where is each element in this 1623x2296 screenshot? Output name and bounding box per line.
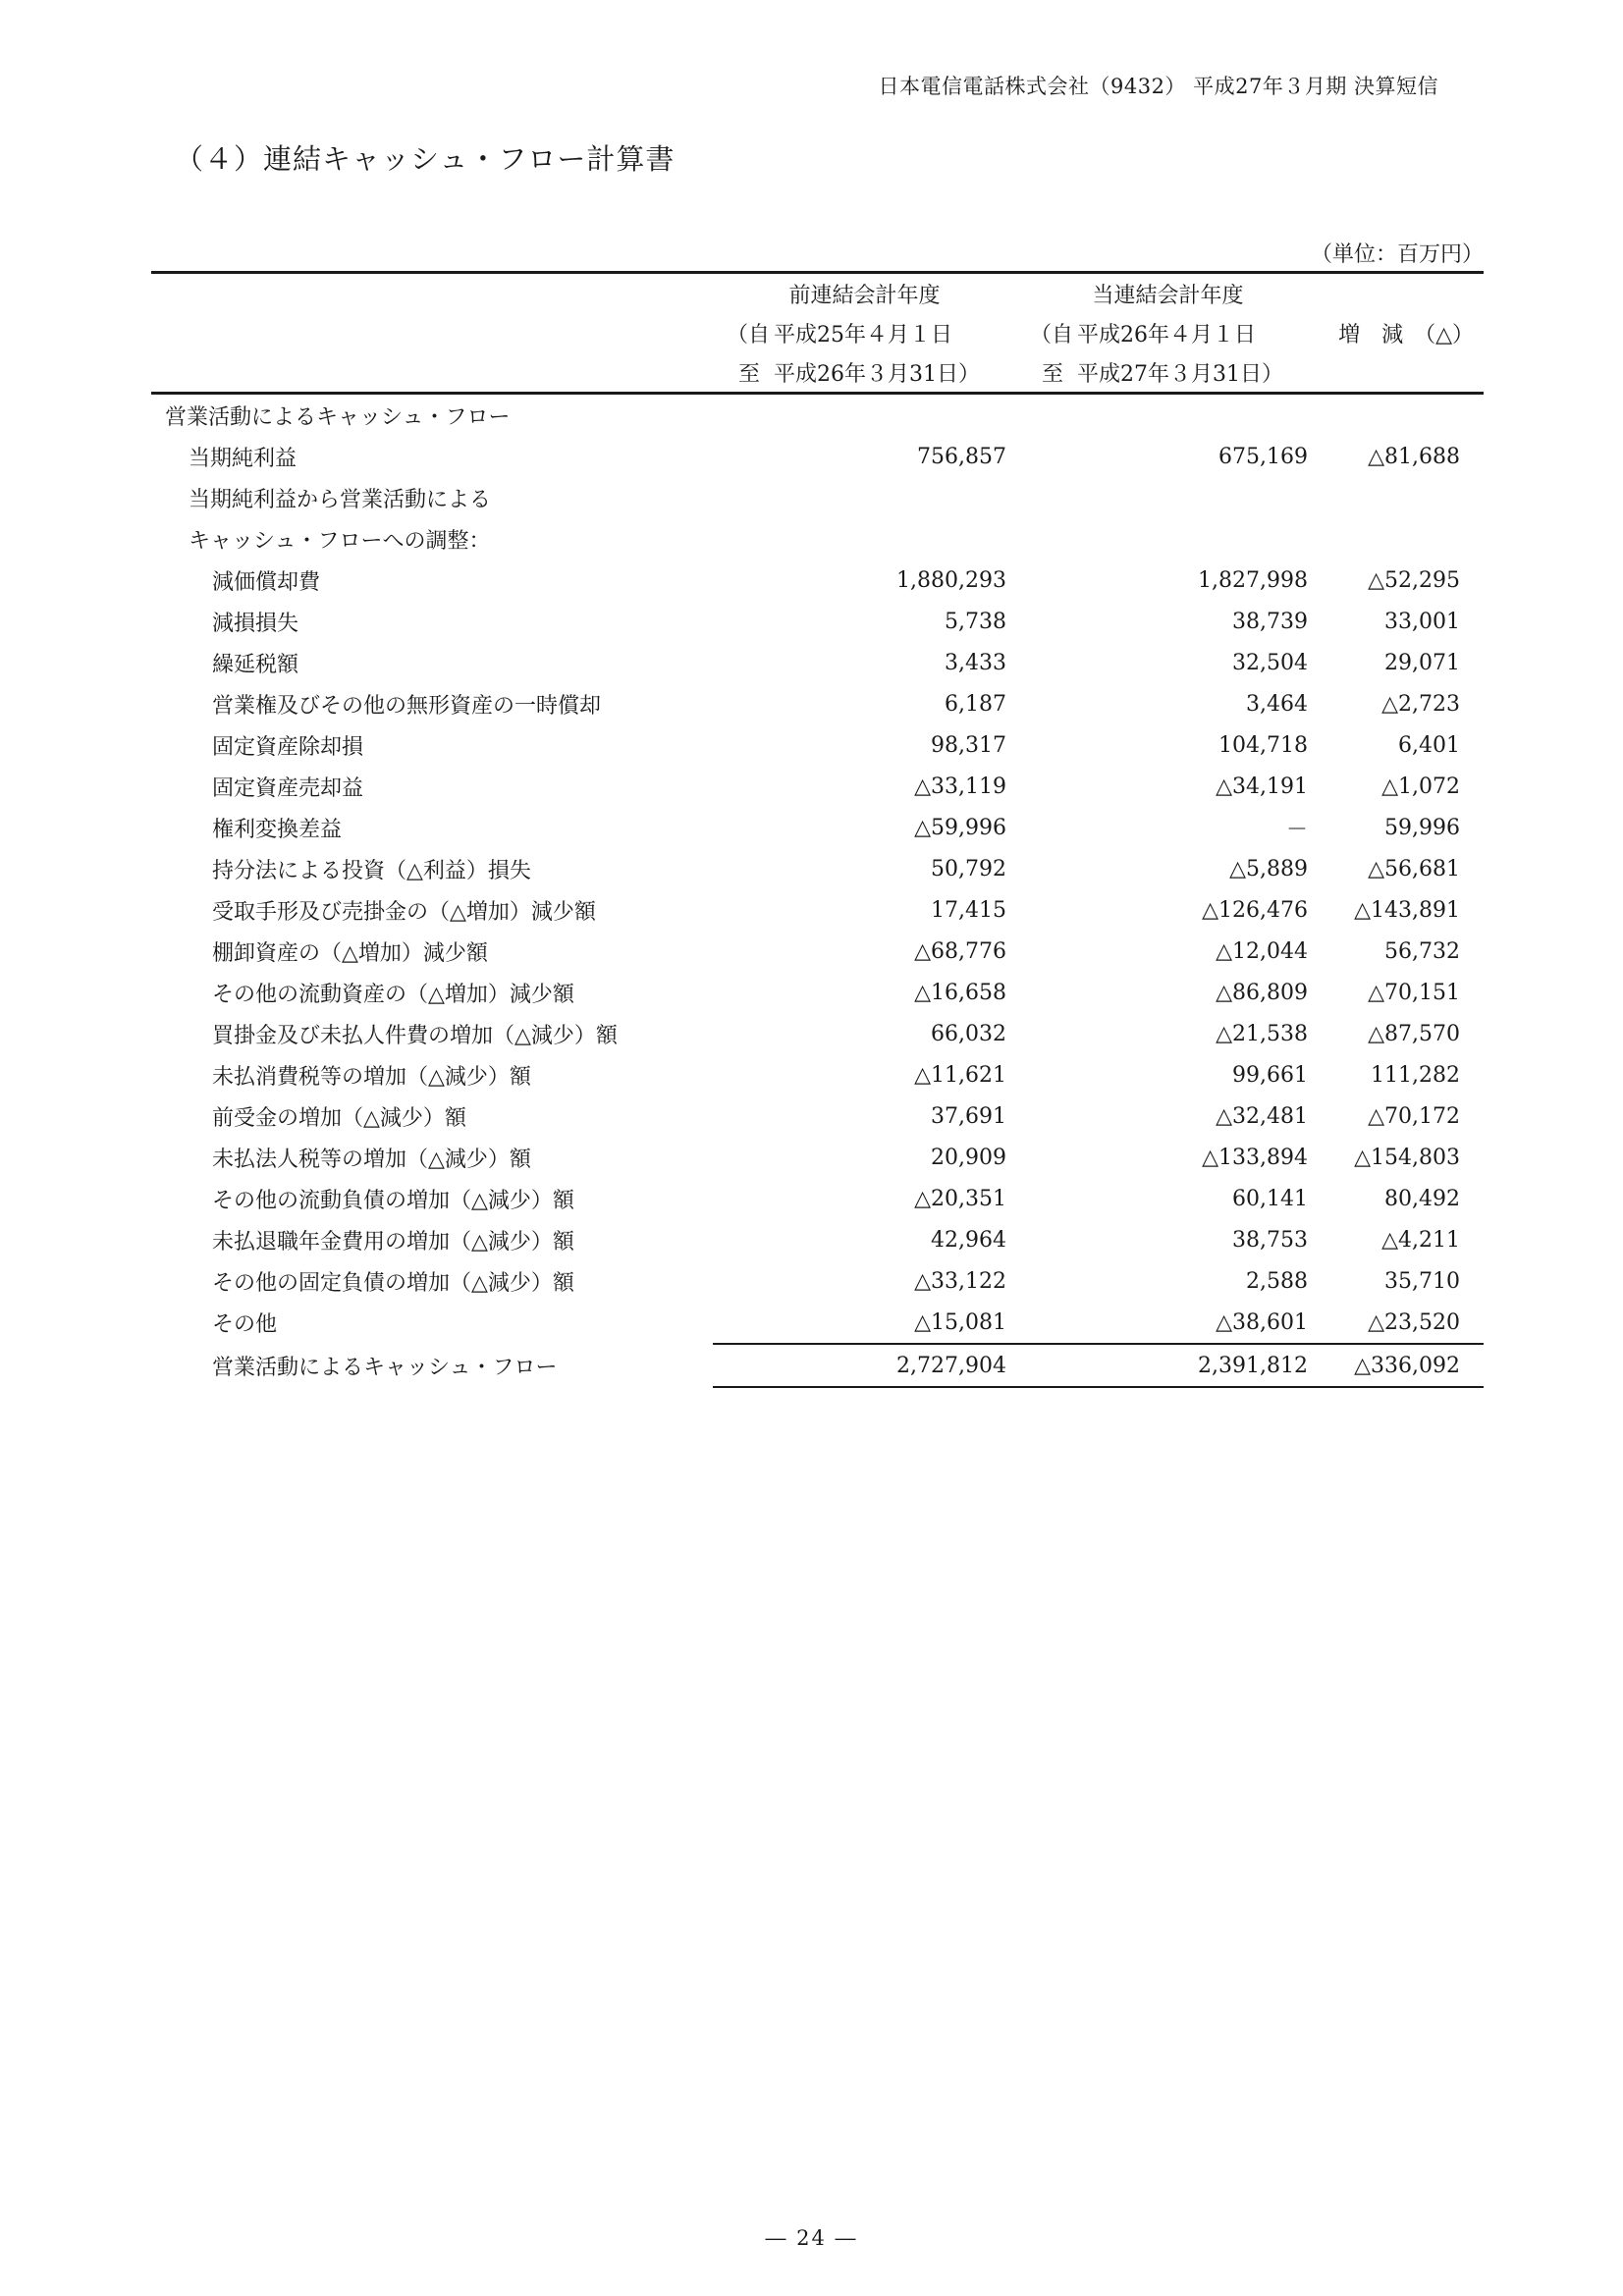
row-cur-value: 1,827,998 bbox=[1198, 567, 1308, 593]
row-label: 当期純利益 bbox=[189, 446, 298, 471]
row-diff-value: △143,891 bbox=[1354, 897, 1460, 923]
row-cur-value bbox=[1016, 518, 1320, 560]
row-prev-value: △11,621 bbox=[914, 1062, 1006, 1088]
diff-column-header: 増 減 （△） bbox=[1338, 322, 1474, 347]
row-diff-value: △2,723 bbox=[1381, 691, 1460, 717]
row-label: 繰延税額 bbox=[212, 652, 299, 677]
row-cur-value: △5,889 bbox=[1229, 856, 1308, 881]
row-cur-value: 3,464 bbox=[1246, 691, 1308, 717]
table-row bbox=[151, 1137, 1484, 1178]
row-prev-value: 1,880,293 bbox=[896, 567, 1006, 593]
row-label: その他の流動負債の増加（△減少）額 bbox=[212, 1188, 574, 1213]
total-label: 営業活動によるキャッシュ・フロー bbox=[212, 1355, 558, 1380]
row-prev-value: 50,792 bbox=[931, 856, 1006, 881]
table-row bbox=[151, 436, 1484, 477]
row-label: 受取手形及び売掛金の（△増加）減少額 bbox=[212, 899, 596, 925]
row-cur-value: △126,476 bbox=[1202, 897, 1308, 923]
table-row bbox=[151, 1054, 1484, 1095]
row-prev-value: 3,433 bbox=[945, 650, 1006, 675]
row-label: 営業活動によるキャッシュ・フロー bbox=[165, 404, 511, 430]
row-prev-value: △68,776 bbox=[914, 938, 1006, 964]
row-cur-value: 675,169 bbox=[1218, 444, 1308, 469]
row-label: 未払消費税等の増加（△減少）額 bbox=[212, 1064, 531, 1090]
row-label: 未払退職年金費用の増加（△減少）額 bbox=[212, 1229, 574, 1255]
table-row bbox=[151, 1219, 1484, 1260]
table-row bbox=[151, 1013, 1484, 1054]
row-label: 減損損失 bbox=[212, 611, 299, 636]
table-row bbox=[151, 972, 1484, 1013]
row-cur-value: △38,601 bbox=[1216, 1309, 1308, 1335]
row-diff-value: △70,151 bbox=[1368, 980, 1460, 1005]
row-diff-value: 6,401 bbox=[1398, 732, 1460, 758]
table-row bbox=[151, 1260, 1484, 1302]
header-diff-empty bbox=[1320, 352, 1484, 394]
table-body bbox=[151, 394, 1484, 1388]
row-diff-value: △81,688 bbox=[1368, 444, 1460, 469]
row-prev-value: 98,317 bbox=[931, 732, 1006, 758]
row-diff-value: △23,520 bbox=[1368, 1309, 1460, 1335]
row-prev-value: △33,122 bbox=[914, 1268, 1006, 1294]
prev-period-to bbox=[713, 352, 1016, 394]
page-number: ― 24 ― bbox=[765, 2226, 858, 2250]
row-diff-value: 29,071 bbox=[1384, 650, 1460, 675]
table-row bbox=[151, 477, 1484, 518]
row-prev-value: 20,909 bbox=[931, 1145, 1006, 1170]
row-prev-value: 6,187 bbox=[945, 691, 1006, 717]
row-prev-value: △33,119 bbox=[914, 774, 1006, 799]
row-prev-value: △20,351 bbox=[914, 1186, 1006, 1211]
row-cur-value: △12,044 bbox=[1216, 938, 1308, 964]
prev-from-date: 平成25年４月１日 bbox=[774, 322, 952, 347]
cash-flow-table-wrapper bbox=[151, 271, 1484, 1388]
row-cur-value: △21,538 bbox=[1216, 1021, 1308, 1046]
row-label: 前受金の増加（△減少）額 bbox=[212, 1105, 466, 1131]
row-cur-value: 38,753 bbox=[1232, 1227, 1308, 1253]
row-prev-value bbox=[713, 477, 1016, 518]
row-diff-value: 59,996 bbox=[1384, 815, 1460, 840]
row-label: 固定資産除却損 bbox=[212, 734, 364, 760]
total-diff-value: △336,092 bbox=[1320, 1344, 1484, 1387]
row-diff-value: △87,570 bbox=[1368, 1021, 1460, 1046]
table-row bbox=[151, 1095, 1484, 1137]
row-diff-value: △4,211 bbox=[1381, 1227, 1460, 1253]
row-cur-value: 60,141 bbox=[1232, 1186, 1308, 1211]
row-cur-value: － bbox=[1285, 817, 1308, 842]
row-prev-value bbox=[713, 394, 1016, 437]
row-cur-value: △34,191 bbox=[1216, 774, 1308, 799]
row-prev-value: 42,964 bbox=[931, 1227, 1006, 1253]
cur-from-prefix: （自 bbox=[1030, 322, 1074, 347]
prev-to-date: 平成26年３月31日） bbox=[774, 361, 980, 387]
row-label: 未払法人税等の増加（△減少）額 bbox=[212, 1147, 531, 1172]
prev-from-prefix: （自 bbox=[727, 322, 771, 347]
table-row bbox=[151, 766, 1484, 807]
row-prev-value: 17,415 bbox=[931, 897, 1006, 923]
row-label: 営業権及びその他の無形資産の一時償却 bbox=[212, 693, 602, 719]
row-prev-value bbox=[713, 518, 1016, 560]
table-header bbox=[151, 273, 1484, 394]
cur-period-from bbox=[1016, 313, 1320, 352]
row-prev-value: △16,658 bbox=[914, 980, 1006, 1005]
row-cur-value bbox=[1016, 394, 1320, 437]
table-row bbox=[151, 1302, 1484, 1344]
table-row bbox=[151, 807, 1484, 848]
table-row bbox=[151, 931, 1484, 972]
row-prev-value: 66,032 bbox=[931, 1021, 1006, 1046]
prev-to-prefix: 至 bbox=[737, 361, 760, 387]
cash-flow-table bbox=[151, 271, 1484, 1388]
cur-period-title: 当連結会計年度 bbox=[1016, 273, 1320, 314]
row-label: その他 bbox=[212, 1312, 278, 1337]
row-label: 棚卸資産の（△増加）減少額 bbox=[212, 940, 488, 966]
row-diff-value: △1,072 bbox=[1381, 774, 1460, 799]
table-row bbox=[151, 518, 1484, 560]
cur-from-date: 平成26年４月１日 bbox=[1077, 322, 1256, 347]
row-cur-value: 99,661 bbox=[1232, 1062, 1308, 1088]
row-diff-value bbox=[1320, 394, 1484, 437]
row-diff-value: 56,732 bbox=[1384, 938, 1460, 964]
prev-period-title: 前連結会計年度 bbox=[713, 273, 1016, 314]
table-row bbox=[151, 848, 1484, 889]
row-label: 持分法による投資（△利益）損失 bbox=[212, 858, 531, 883]
row-cur-value: 38,739 bbox=[1232, 609, 1308, 634]
row-label: 権利変換差益 bbox=[212, 817, 343, 842]
row-label: その他の固定負債の増加（△減少）額 bbox=[212, 1270, 574, 1296]
cur-to-date: 平成27年３月31日） bbox=[1077, 361, 1283, 387]
total-row bbox=[151, 1344, 1484, 1387]
row-label: 固定資産売却益 bbox=[212, 775, 364, 801]
table-row bbox=[151, 724, 1484, 766]
table-row bbox=[151, 394, 1484, 437]
row-diff-value: 111,282 bbox=[1371, 1062, 1460, 1088]
row-prev-value: 756,857 bbox=[917, 444, 1006, 469]
row-diff-value: △56,681 bbox=[1368, 856, 1460, 881]
row-cur-value: △32,481 bbox=[1216, 1103, 1308, 1129]
total-cur-value: 2,391,812 bbox=[1016, 1344, 1320, 1387]
row-diff-value: 80,492 bbox=[1384, 1186, 1460, 1211]
row-label: 減価償却費 bbox=[212, 569, 321, 595]
table-row bbox=[151, 683, 1484, 724]
row-cur-value: 2,588 bbox=[1246, 1268, 1308, 1294]
row-cur-value bbox=[1016, 477, 1320, 518]
row-label: キャッシュ・フローへの調整： bbox=[189, 528, 491, 554]
prev-period-from bbox=[713, 313, 1016, 352]
row-diff-value: △52,295 bbox=[1368, 567, 1460, 593]
row-diff-value bbox=[1320, 518, 1484, 560]
row-label: 買掛金及び未払人件費の増加（△減少）額 bbox=[212, 1023, 618, 1048]
header-diff-empty bbox=[1320, 273, 1484, 314]
row-prev-value: 37,691 bbox=[931, 1103, 1006, 1129]
row-diff-value: △70,172 bbox=[1368, 1103, 1460, 1129]
row-cur-value: △86,809 bbox=[1216, 980, 1308, 1005]
cur-period-to bbox=[1016, 352, 1320, 394]
table-row bbox=[151, 1178, 1484, 1219]
header-label-cell bbox=[151, 352, 713, 394]
row-diff-value: △154,803 bbox=[1354, 1145, 1460, 1170]
row-diff-value bbox=[1320, 477, 1484, 518]
section-title: （４）連結キャッシュ・フロー計算書 bbox=[175, 142, 676, 176]
row-label: その他の流動資産の（△増加）減少額 bbox=[212, 982, 574, 1007]
cur-to-prefix: 至 bbox=[1041, 361, 1063, 387]
total-prev-value: 2,727,904 bbox=[713, 1344, 1016, 1387]
row-prev-value: △15,081 bbox=[914, 1309, 1006, 1335]
header-label-cell bbox=[151, 273, 713, 314]
table-row bbox=[151, 889, 1484, 931]
document-header: 日本電信電話株式会社（9432） 平成27年３月期 決算短信 bbox=[878, 75, 1438, 98]
row-diff-value: 35,710 bbox=[1384, 1268, 1460, 1294]
row-cur-value: 32,504 bbox=[1232, 650, 1308, 675]
row-cur-value: 104,718 bbox=[1218, 732, 1308, 758]
row-diff-value: 33,001 bbox=[1384, 609, 1460, 634]
header-label-cell bbox=[151, 313, 713, 352]
table-row bbox=[151, 560, 1484, 601]
table-row bbox=[151, 642, 1484, 683]
row-cur-value: △133,894 bbox=[1202, 1145, 1308, 1170]
row-prev-value: 5,738 bbox=[945, 609, 1006, 634]
table-row bbox=[151, 601, 1484, 642]
row-prev-value: △59,996 bbox=[914, 815, 1006, 840]
unit-label: （単位：百万円） bbox=[1310, 242, 1484, 267]
row-label: 当期純利益から営業活動による bbox=[189, 487, 492, 512]
